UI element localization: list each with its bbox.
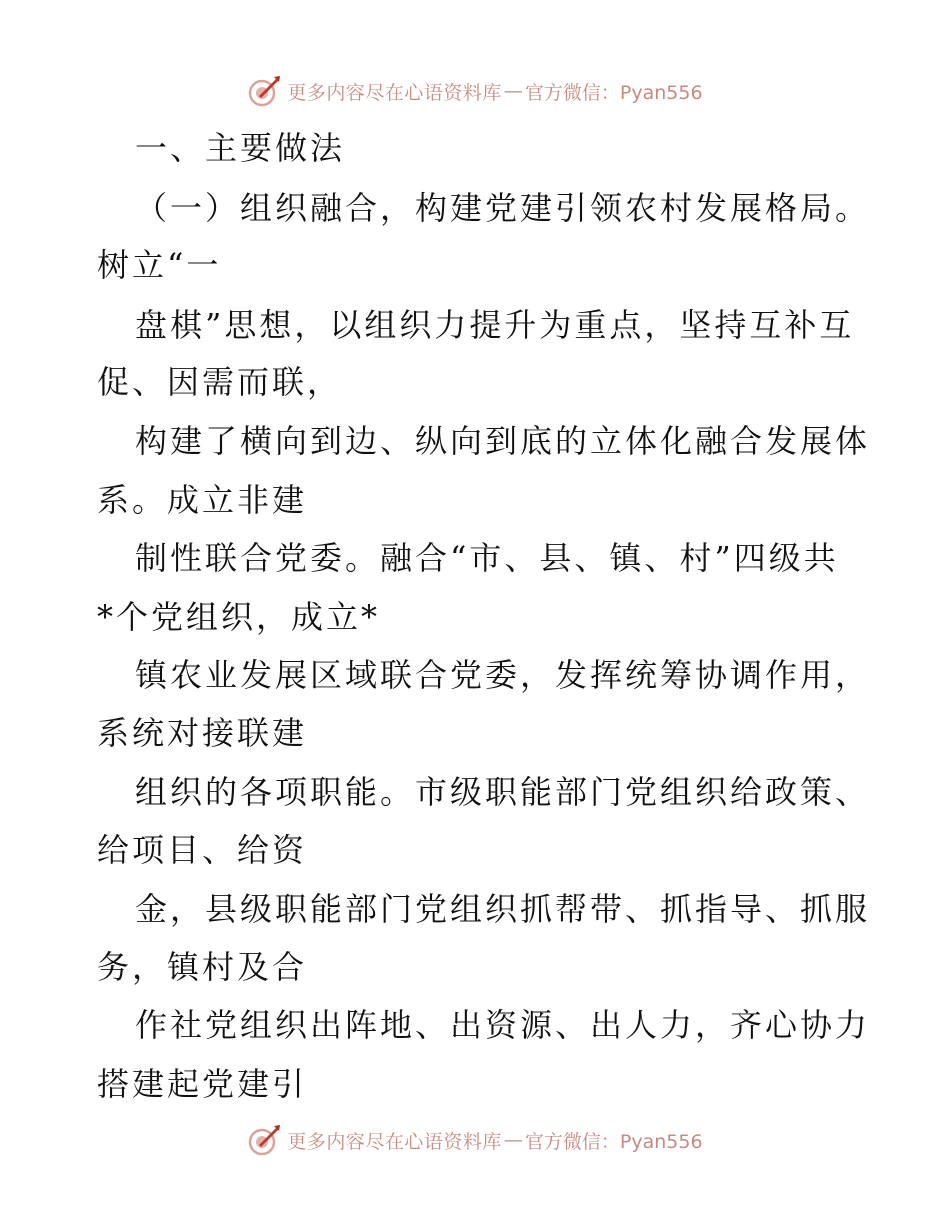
quill-circle-logo-icon [247, 74, 281, 108]
text-line: *个党组织，成立* [97, 598, 381, 636]
text-line: 树立“一 [97, 246, 222, 284]
text-line: 促、因需而联， [97, 363, 343, 401]
text-line: 给项目、给资 [97, 831, 308, 869]
text-line: 务，镇村及合 [97, 948, 308, 986]
watermark-wechat: 官方微信：Pyan556 [524, 1130, 703, 1153]
watermark-text: 更多内容尽在心语资料库 [287, 81, 502, 104]
text-line: 搭建起党建引 [97, 1065, 308, 1103]
text-line: 镇农业发展区域联合党委，发挥统筹协调作用， [135, 656, 871, 694]
text-line: 盘棋”思想，以组织力提升为重点，坚持互补互 [135, 306, 855, 344]
text-line: 制性联合党委。融合“市、县、镇、村”四级共 [135, 539, 839, 577]
section-heading: 一、主要做法 [135, 129, 346, 167]
footer-watermark [0, 1120, 950, 1160]
quill-circle-logo-icon [247, 1123, 281, 1157]
text-line: （一）组织融合，构建党建引领农村发展格局。 [135, 189, 871, 227]
text-line: 金，县级职能部门党组织抓帮带、抓指导、抓服 [135, 890, 871, 928]
text-line: 组织的各项职能。市级职能部门党组织给政策、 [135, 773, 871, 811]
text-line: 作社党组织出阵地、出资源、出人力，齐心协力 [135, 1006, 871, 1044]
watermark-wechat: 官方微信：Pyan556 [524, 81, 703, 104]
text-line: 系。成立非建 [97, 481, 308, 519]
header-watermark [0, 71, 950, 111]
watermark-separator: — [503, 1129, 523, 1151]
watermark-separator: — [503, 80, 523, 102]
text-line: 系统对接联建 [97, 714, 308, 752]
text-line: 构建了横向到边、纵向到底的立体化融合发展体 [135, 422, 871, 460]
watermark-text: 更多内容尽在心语资料库 [287, 1130, 502, 1153]
